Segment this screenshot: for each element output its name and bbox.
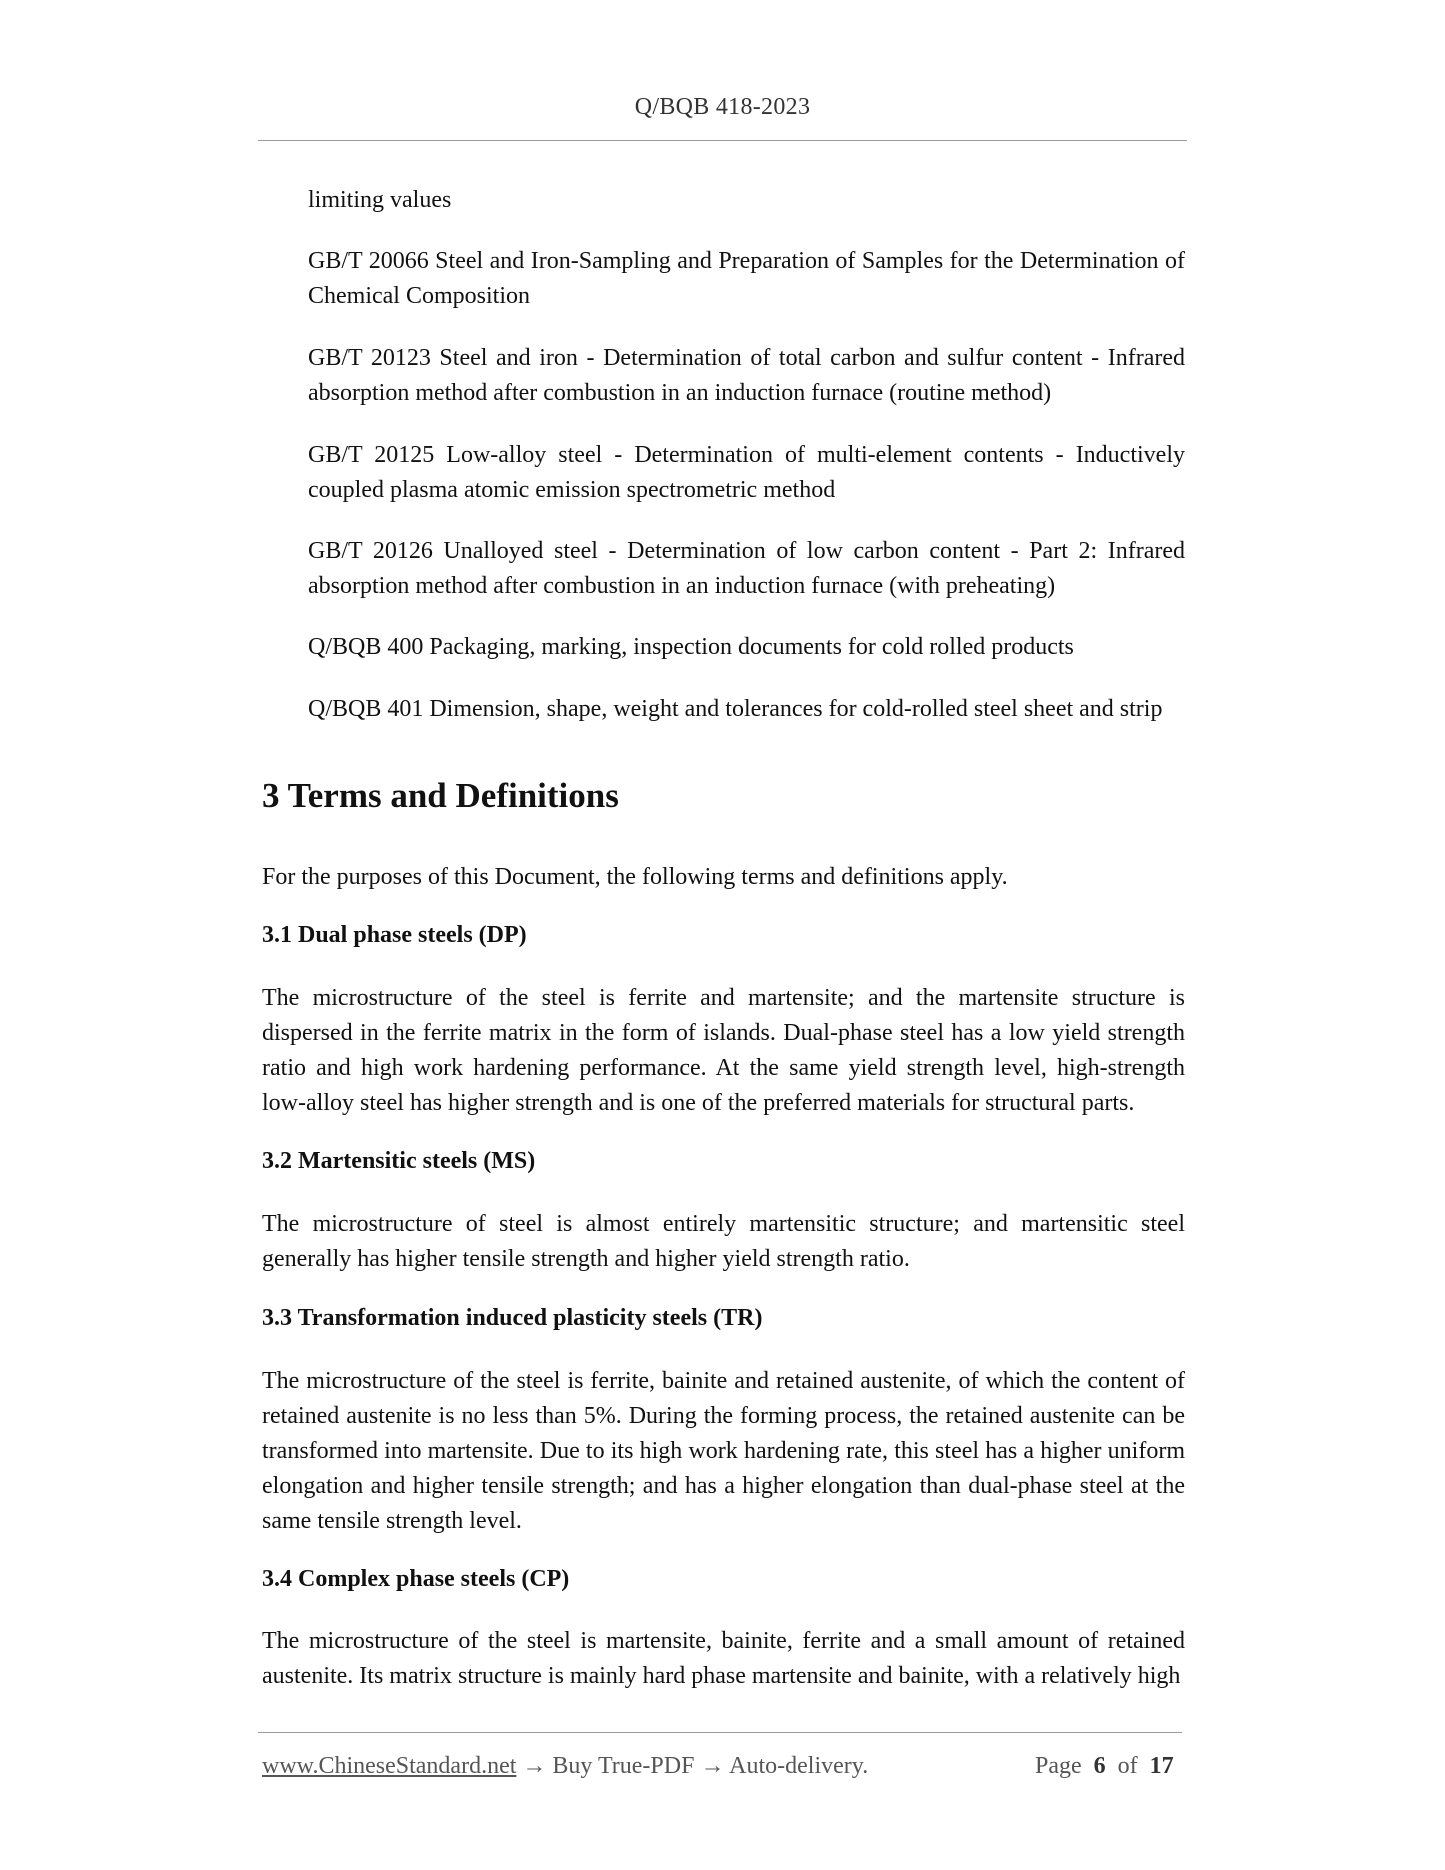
term-definition: The microstructure of steel is almost entirely martensitic structure; and martensitic steel generally has higher tensile strength and higher yield strength ratio. (262, 1211, 1185, 1272)
term-heading: 3.3 Transformation induced plasticity steels (TR) (262, 1305, 763, 1331)
term-definition: The microstructure of the steel is martensite, bainite, ferrite and a small amount of retained austenite. Its matrix structure is mainly hard phase martensite and bainite, with a relatively high (262, 1628, 1185, 1689)
reference-item: GB/T 20126 Unalloyed steel - Determination of low carbon content - Part 2: Infrared absorption method after combustion in an induction furnace (with preheating) (308, 538, 1185, 599)
reference-item: GB/T 20066 Steel and Iron-Sampling and Preparation of Samples for the Determination of Chemical Composition (308, 248, 1185, 309)
term-definition: The microstructure of the steel is ferrite, bainite and retained austenite, of which the content of retained austenite is no less than 5%. During the forming process, the retained austenite can be transformed into martensite. Due to its high work hardening rate, this steel has a higher uniform elongation and higher tensile strength; and has a higher elongation than dual-phase steel at the same tensile strength level. (262, 1368, 1185, 1534)
term-heading: 3.1 Dual phase steels (DP) (262, 922, 527, 948)
reference-item: GB/T 20123 Steel and iron - Determination of total carbon and sulfur content - Infrared absorption method after combustion in an induction furnace (routine method) (308, 345, 1185, 406)
page-label: Page (1035, 1753, 1082, 1779)
term-heading: 3.4 Complex phase steels (CP) (262, 1566, 570, 1592)
term-definition: The microstructure of the steel is ferrite and martensite; and the martensite structure is dispersed in the ferrite matrix in the form of islands. Dual-phase steel has a low yield strength ratio and high work hardening performance. At the same yield strength level, high-strength low-alloy steel has higher strength and is one of the preferred materials for structural parts. (262, 985, 1185, 1116)
total-pages-number: 17 (1149, 1753, 1174, 1779)
page-indicator (1035, 1753, 1174, 1780)
section-title: 3 Terms and Definitions (262, 776, 619, 815)
of-label: of (1117, 1753, 1138, 1779)
footer-divider (258, 1732, 1182, 1733)
reference-item: Q/BQB 400 Packaging, marking, inspection documents for cold rolled products (308, 634, 1074, 660)
current-page-number: 6 (1093, 1753, 1106, 1779)
buy-pdf-text: Buy True-PDF (552, 1753, 695, 1779)
footer-promo (262, 1753, 868, 1780)
term-heading: 3.2 Martensitic steels (MS) (262, 1148, 536, 1174)
section-intro: For the purposes of this Document, the following terms and definitions apply. (262, 864, 1008, 890)
reference-item: limiting values (308, 187, 452, 213)
header-divider (258, 140, 1187, 141)
reference-item: Q/BQB 401 Dimension, shape, weight and tolerances for cold-rolled steel sheet and strip (308, 696, 1163, 722)
delivery-text: Auto-delivery. (729, 1753, 869, 1779)
reference-item: GB/T 20125 Low-alloy steel - Determination of multi-element contents - Inductively coupled plasma atomic emission spectrometric method (308, 442, 1185, 503)
arrow-right-icon: → (522, 1753, 547, 1779)
document-code-header: Q/BQB 418-2023 (634, 94, 811, 120)
arrow-right-icon: → (700, 1753, 725, 1779)
site-link[interactable]: www.ChineseStandard.net (262, 1753, 517, 1779)
